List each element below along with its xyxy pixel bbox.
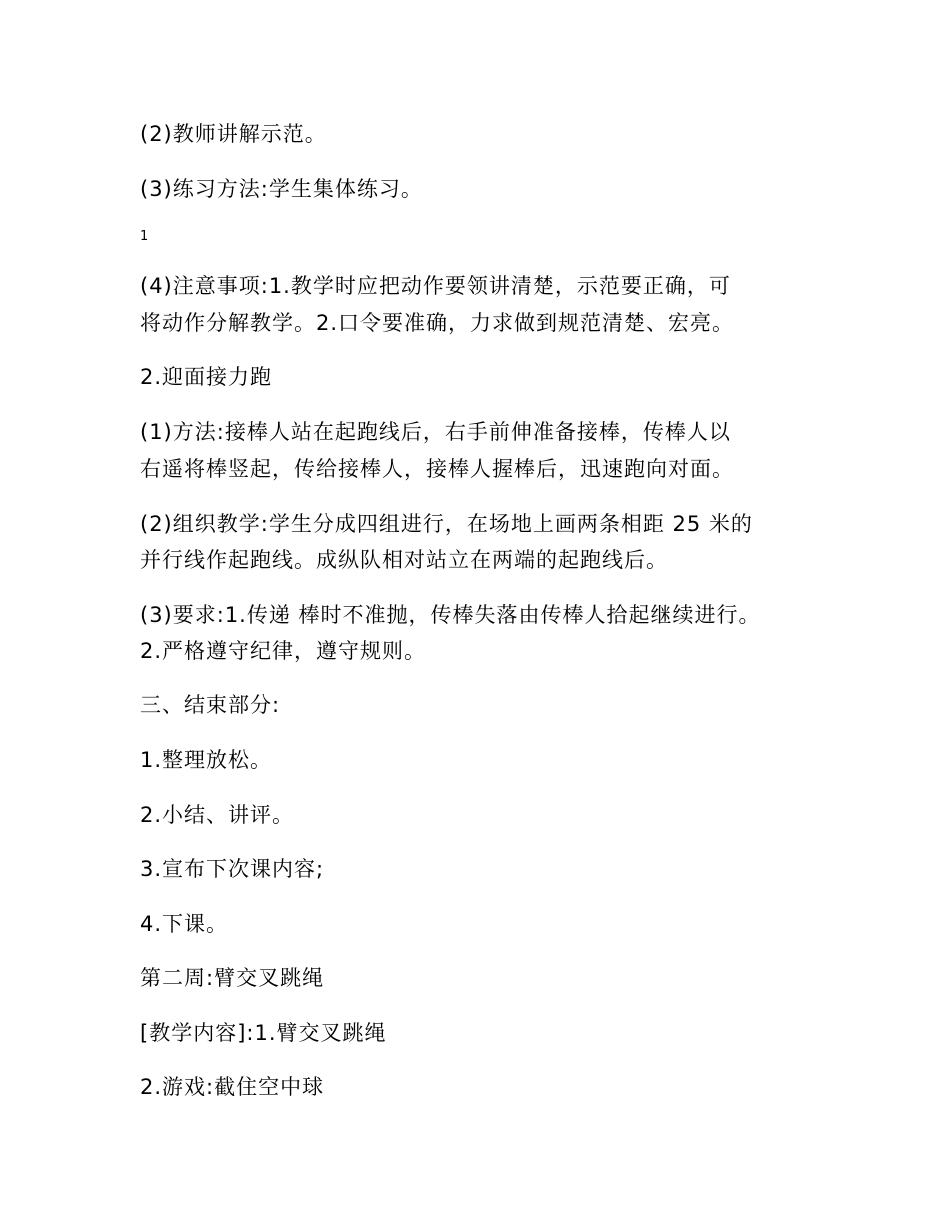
page-number: 1 [140,229,149,244]
text-line: 1.整理放松。 [140,748,273,772]
text-line: (2)教师讲解示范。 [140,122,327,146]
text-line: (3)要求:1.传递 棒时不准抛，传棒失落由传棒人拾起继续进行。 [140,603,761,627]
section-heading: 2.迎面接力跑 [140,365,273,389]
text-line: 2.严格遵守纪律，遵守规则。 [140,639,427,663]
text-line: [教学内容]:1.臂交叉跳绳 [140,1021,387,1045]
text-line: 并行线作起跑线。成纵队相对站立在两端的起跑线后。 [140,548,668,572]
section-heading: 第二周:臂交叉跳绳 [140,966,325,990]
text-line: (4)注意事项:1.教学时应把动作要领讲清楚，示范要正确，可 [140,274,731,298]
text-line: 3.宣布下次课内容; [140,857,325,881]
text-line: 右遥将棒竖起，传给接棒人，接棒人握棒后，迅速跑向对面。 [140,457,734,481]
text-line: (1)方法:接棒人站在起跑线后，右手前伸准备接棒，传棒人以 [140,420,731,444]
text-line: (3)练习方法:学生集体练习。 [140,177,423,201]
text-line: (2)组织教学:学生分成四组进行，在场地上画两条相距 25 米的 [140,512,753,536]
text-line: 2.小结、讲评。 [140,803,295,827]
text-line: 将动作分解教学。2.口令要准确，力求做到规范清楚、宏亮。 [140,311,735,335]
text-line: 2.游戏:截住空中球 [140,1075,325,1099]
text-line: 4.下课。 [140,912,229,936]
section-heading: 三、结束部分: [140,693,281,717]
